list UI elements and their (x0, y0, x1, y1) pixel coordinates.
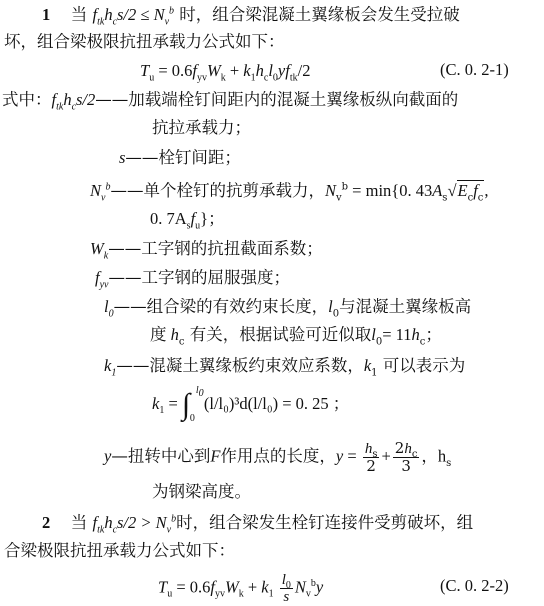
fraction-hs-2: $\frac{h_s}{2}$ (364, 441, 378, 475)
item1-line1 (42, 4, 460, 26)
item1-lead: 当 (70, 5, 88, 24)
symbol-k1: $k_1$ (104, 356, 117, 379)
symbol-fyv: $f_{yv}$ (95, 268, 109, 291)
symbol-nvb: $N_v^b$ (90, 181, 111, 204)
item1-condition-tail: 时，组合梁混凝土翼缘板会发生受拉破 (179, 5, 460, 24)
symbol-wk: $W_k$ (90, 239, 109, 262)
item2-number: 2 (42, 513, 51, 532)
def-ftk-text2: 抗拉承载力； (152, 118, 251, 137)
where-ftk-line1: 式中：$f_{tk}h_cs/2——$加载端栓钉间距内的混凝土翼缘板纵向截面的 (2, 90, 459, 113)
integral-sign: ∫ $l_0$ 0 (181, 385, 204, 424)
item1-number: 1 (42, 5, 51, 24)
symbol-ftk-hc-s-2: $f_{tk}h_cs/2$ (51, 90, 96, 113)
fraction-l0-s: $\frac{l_0}{s}$ (281, 572, 291, 605)
def-ftk-text1: 加载端栓钉间距内的混凝土翼缘板纵向截面的 (128, 90, 459, 109)
def-fyv-text: 工字钢的屈服强度； (141, 268, 290, 287)
where-ftk-line2 (152, 117, 251, 139)
item1-text-line2: 坏，组合梁极限抗扭承载力公式如下： (4, 32, 285, 51)
def-nvb-text: 单个栓钉的抗剪承载力， (143, 181, 325, 200)
item2-line1 (42, 512, 473, 534)
where-nvb-line1: $N_v^b——$单个栓钉的抗剪承载力，$N_v^b = \min\{0$. $43A_s√E_cf_c$, (90, 181, 489, 204)
fraction-2hc-3: $\frac{2h_c}{3}$ (394, 439, 418, 475)
where-prefix: 式中： (2, 90, 52, 109)
item1-condition: $f_{tk}h_cs/2 \le N_v^b$ (92, 5, 175, 28)
def-s-text: 栓钉间距； (158, 148, 241, 167)
symbol-l0: $l_0$ (104, 297, 114, 320)
item2-line2 (4, 540, 235, 562)
equation-number-1: (C. 0. 2-1) (440, 60, 509, 79)
item2-condition-tail: 时，组合梁发生栓钉连接件受剪破坏，组 (176, 513, 474, 532)
where-y-line1: y—扭转中心到F作用点的长度，y = $\frac{h_s}{2}$ + $\frac{2h_c}{3}$ ，$h_s$ (104, 439, 452, 475)
item2-text-line2: 合梁极限抗扭承载力公式如下： (4, 541, 235, 560)
symbol-s: s (119, 148, 126, 167)
where-fyv: $f_{yv}——$工字钢的屈服强度； (95, 268, 290, 291)
where-k1-equation: $k_1$ = ∫ $l_0$ 0 (l/l₀)³d(l/l₀) = 0. 25 ； (152, 385, 350, 424)
where-s: s——栓钉间距； (119, 148, 241, 167)
item2-lead: 当 (70, 513, 88, 532)
where-wk: $W_k——$工字钢的抗扭截面系数； (90, 239, 323, 262)
item1-line2 (4, 31, 285, 53)
where-k1-line1: $k_1——$混凝土翼缘板约束效应系数，$k_1$ 可以表示为 (104, 356, 466, 379)
where-nvb-line2: 0. $7A_sf_u$}； (150, 209, 225, 232)
def-y-line2: 为钢梁高度。 (152, 482, 251, 501)
item2-condition: $f_{tk}h_cs/2 > N_v^b$ (92, 513, 177, 536)
where-l0-line2: 度 $h_c$ 有关，根据试验可近似取$l_0= 11h_c$； (150, 325, 442, 348)
where-l0-line1: $l_0——$组合梁的有效约束长度，$l_0$与混凝土翼缘板高 (104, 297, 472, 320)
where-y-line2 (152, 481, 251, 503)
def-wk-text: 工字钢的抗扭截面系数； (141, 239, 323, 258)
equation-number-2: (C. 0. 2-2) (440, 576, 509, 595)
equation-c-0-2-2: $T_u = 0.6f_{yv}W_k + k_1$ $\frac{l_0}{s}$ $N_v^by$ (158, 572, 324, 605)
equation-c-0-2-1: $T_u = 0.6f_{yv}W_k + k_1h_cl_0yf_{tk}/2$ (140, 61, 311, 84)
symbol-y: y (104, 446, 112, 466)
